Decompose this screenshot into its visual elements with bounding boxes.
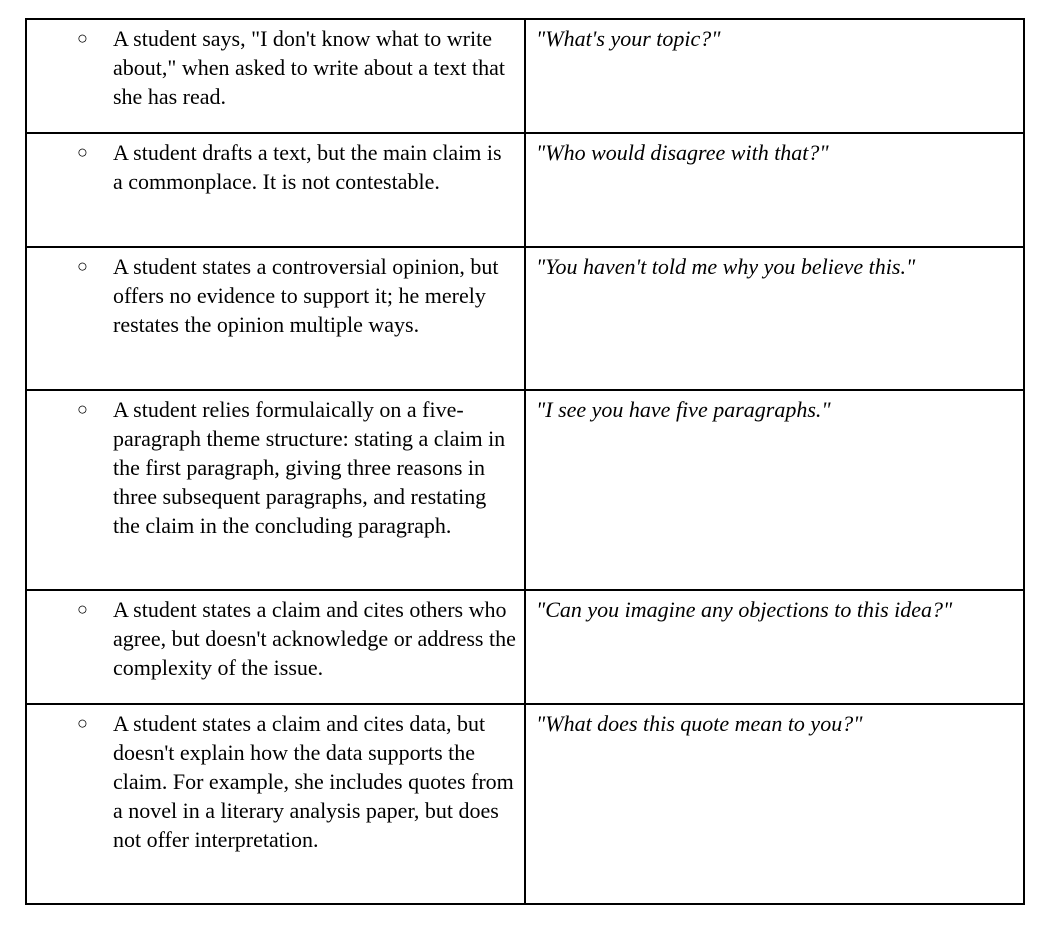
response-cell xyxy=(525,19,1024,133)
table-row xyxy=(26,704,1024,904)
scenario-cell xyxy=(26,247,525,390)
response-text: "You haven't told me why you believe this." xyxy=(536,254,916,279)
response-text: "Who would disagree with that?" xyxy=(536,140,829,165)
response-text: "What's your topic?" xyxy=(536,26,721,51)
circle-bullet-icon: ○ xyxy=(77,599,88,619)
scenario-text: A student states a claim and cites data, but doesn't explain how the data supports the claim. For example, she includes quotes from a novel in a literary analysis paper, but does not offer interpretation. xyxy=(113,711,514,852)
response-cell xyxy=(525,247,1024,390)
scenario-text: A student drafts a text, but the main claim is a commonplace. It is not contestable. xyxy=(113,140,502,194)
scenario-cell xyxy=(26,590,525,704)
circle-bullet-icon: ○ xyxy=(77,256,88,276)
table-row xyxy=(26,247,1024,390)
response-cell xyxy=(525,704,1024,904)
circle-bullet-icon: ○ xyxy=(77,713,88,733)
response-cell xyxy=(525,390,1024,590)
circle-bullet-icon: ○ xyxy=(77,28,88,48)
scenario-text: A student states a claim and cites others who agree, but doesn't acknowledge or address the complexity of the issue. xyxy=(113,597,516,680)
table-row xyxy=(26,590,1024,704)
scenario-text: A student states a controversial opinion, but offers no evidence to support it; he merely restates the opinion multiple ways. xyxy=(113,254,499,337)
response-text: "I see you have five paragraphs." xyxy=(536,397,831,422)
scenario-cell xyxy=(26,704,525,904)
scenario-response-table xyxy=(25,18,1025,905)
table-row xyxy=(26,19,1024,133)
circle-bullet-icon: ○ xyxy=(77,142,88,162)
response-text: "Can you imagine any objections to this idea?" xyxy=(536,597,953,622)
response-cell xyxy=(525,590,1024,704)
scenario-cell xyxy=(26,19,525,133)
circle-bullet-icon: ○ xyxy=(77,399,88,419)
table-row xyxy=(26,390,1024,590)
table-row xyxy=(26,133,1024,247)
response-cell xyxy=(525,133,1024,247)
scenario-text: A student relies formulaically on a five-paragraph theme structure: stating a claim in the first paragraph, giving three reasons in three subsequent paragraphs, and restating the claim in the concluding paragraph. xyxy=(113,397,506,538)
scenario-cell xyxy=(26,133,525,247)
response-text: "What does this quote mean to you?" xyxy=(536,711,863,736)
scenario-cell xyxy=(26,390,525,590)
scenario-text: A student says, "I don't know what to write about," when asked to write about a text that she has read. xyxy=(113,26,506,109)
